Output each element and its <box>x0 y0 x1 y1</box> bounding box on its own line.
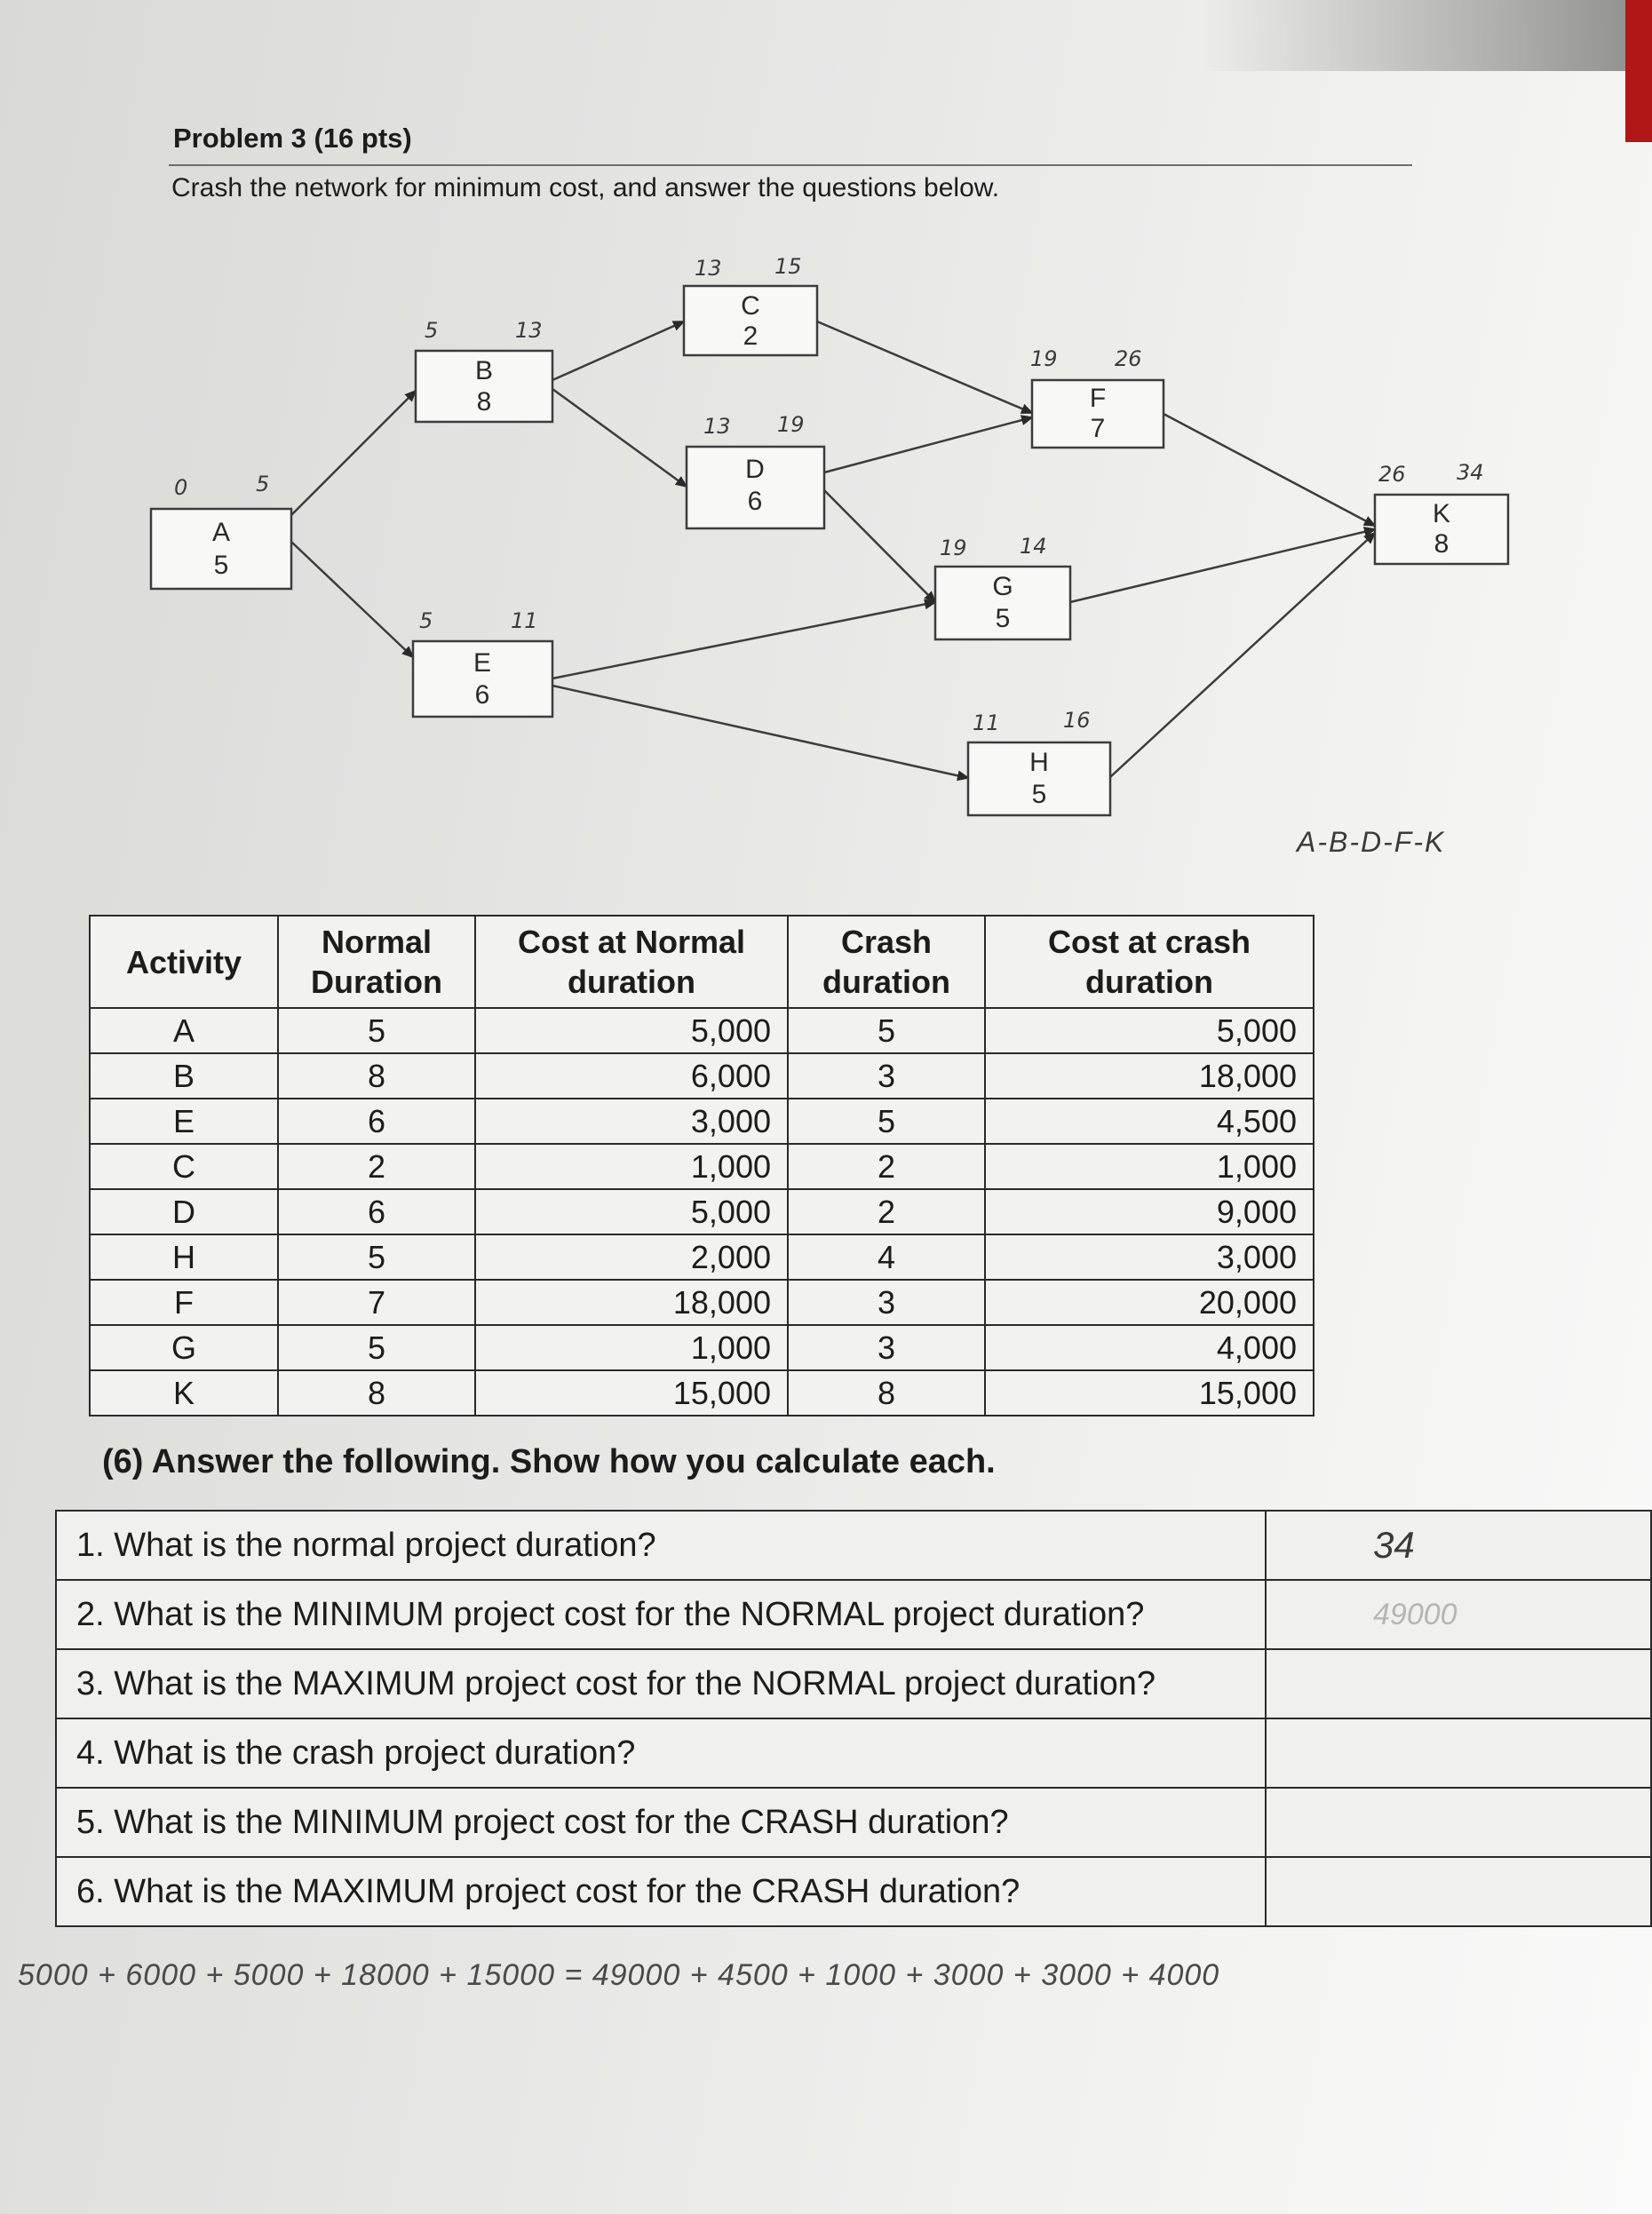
cell-normal-cost: 5,000 <box>475 1189 788 1234</box>
node-h <box>968 742 1110 815</box>
node-d-duration: 6 <box>747 487 763 516</box>
problem-title: Problem 3 (16 pts) <box>173 123 412 154</box>
question-text: 1. What is the normal project duration? <box>56 1511 1266 1580</box>
node-c-es: 13 <box>695 256 722 281</box>
cell-normal-duration: 8 <box>278 1370 475 1416</box>
edge-h-k <box>1110 533 1375 777</box>
table-row <box>90 1325 1314 1370</box>
node-c-ef: 15 <box>774 254 802 279</box>
cell-normal-duration: 6 <box>278 1189 475 1234</box>
title-divider <box>169 164 1412 166</box>
cell-normal-cost: 18,000 <box>475 1280 788 1325</box>
node-e-label: E <box>473 648 492 678</box>
node-d-ef: 19 <box>777 412 805 437</box>
node-g-ef: 14 <box>1020 534 1047 559</box>
question-row <box>56 1649 1651 1718</box>
node-e-es: 5 <box>419 608 433 633</box>
node-h-label: H <box>1029 748 1049 777</box>
node-d-label: D <box>745 455 765 484</box>
cost-table <box>89 915 1314 1416</box>
cell-normal-duration: 5 <box>278 1234 475 1280</box>
node-g-es: 19 <box>940 536 967 560</box>
handwritten-calculation: 5000 + 6000 + 5000 + 18000 + 15000 = 49000 + 4500 + 1000 + 3000 + 3000 + 4000 <box>18 1958 1220 1992</box>
cell-activity: H <box>90 1234 278 1280</box>
question-row <box>56 1580 1651 1649</box>
cell-crash-duration: 3 <box>788 1053 985 1099</box>
header-crash-duration: Crash duration <box>788 916 985 1008</box>
node-d-es: 13 <box>703 414 731 439</box>
cell-activity: K <box>90 1370 278 1416</box>
node-a-es: 0 <box>174 475 188 500</box>
cell-normal-cost: 15,000 <box>475 1370 788 1416</box>
question-text: 6. What is the MAXIMUM project cost for the CRASH duration? <box>56 1857 1266 1926</box>
node-b <box>416 351 552 422</box>
edge-b-c <box>552 321 684 380</box>
cell-crash-duration: 2 <box>788 1189 985 1234</box>
node-k-duration: 8 <box>1434 529 1449 559</box>
cell-activity: F <box>90 1280 278 1325</box>
answer-cell[interactable] <box>1266 1788 1651 1857</box>
answer-cell[interactable]: 34 <box>1266 1511 1651 1580</box>
question-text: 4. What is the crash project duration? <box>56 1718 1266 1788</box>
cell-crash-cost: 4,000 <box>985 1325 1314 1370</box>
cell-crash-duration: 3 <box>788 1325 985 1370</box>
cell-activity: G <box>90 1325 278 1370</box>
edge-f-k <box>1164 414 1375 526</box>
question-text: 3. What is the MAXIMUM project cost for the NORMAL project duration? <box>56 1649 1266 1718</box>
questions-table <box>55 1510 1652 1927</box>
header-normal-cost: Cost at Normal duration <box>475 916 788 1008</box>
cell-crash-cost: 20,000 <box>985 1280 1314 1325</box>
problem-instruction: Crash the network for minimum cost, and answer the questions below. <box>171 173 1000 202</box>
node-d <box>687 447 824 528</box>
answer-cell[interactable] <box>1266 1718 1651 1788</box>
cell-crash-duration: 5 <box>788 1008 985 1053</box>
node-e <box>413 641 552 717</box>
cell-normal-cost: 1,000 <box>475 1144 788 1189</box>
header-normal-duration: Normal Duration <box>278 916 475 1008</box>
node-b-es: 5 <box>425 318 439 343</box>
table-row <box>90 1053 1314 1099</box>
edge-a-e <box>291 542 413 657</box>
node-g-label: G <box>992 572 1013 601</box>
cell-crash-cost: 9,000 <box>985 1189 1314 1234</box>
header-crash-cost: Cost at crash duration <box>985 916 1314 1008</box>
answer-cell[interactable] <box>1266 1857 1651 1926</box>
node-a <box>151 509 291 589</box>
answer-cell[interactable] <box>1266 1649 1651 1718</box>
edge-a-b <box>291 391 416 515</box>
question-row <box>56 1511 1651 1580</box>
cell-activity: E <box>90 1099 278 1144</box>
node-k-label: K <box>1432 499 1451 528</box>
node-a-label: A <box>211 518 231 547</box>
cell-activity: C <box>90 1144 278 1189</box>
edge-e-h <box>552 686 968 778</box>
cell-normal-duration: 2 <box>278 1144 475 1189</box>
shadow <box>1199 0 1652 71</box>
cell-crash-cost: 3,000 <box>985 1234 1314 1280</box>
node-f-label: F <box>1089 384 1107 413</box>
cell-crash-duration: 4 <box>788 1234 985 1280</box>
header-activity: Activity <box>90 916 278 1008</box>
edge-d-g <box>824 490 935 602</box>
node-a-duration: 5 <box>213 551 229 580</box>
cell-normal-duration: 6 <box>278 1099 475 1144</box>
answer-cell[interactable]: 49000 <box>1266 1580 1651 1649</box>
cell-normal-duration: 7 <box>278 1280 475 1325</box>
node-a-ef: 5 <box>256 472 270 496</box>
cell-crash-cost: 15,000 <box>985 1370 1314 1416</box>
cell-crash-cost: 5,000 <box>985 1008 1314 1053</box>
cell-normal-duration: 8 <box>278 1053 475 1099</box>
node-f-es: 19 <box>1030 346 1058 371</box>
question-row <box>56 1788 1651 1857</box>
cell-crash-cost: 18,000 <box>985 1053 1314 1099</box>
node-h-ef: 16 <box>1063 708 1091 733</box>
cell-activity: B <box>90 1053 278 1099</box>
cell-crash-duration: 2 <box>788 1144 985 1189</box>
node-e-ef: 11 <box>511 608 538 633</box>
node-b-duration: 8 <box>476 387 492 417</box>
node-h-es: 11 <box>973 710 1000 735</box>
cell-normal-cost: 1,000 <box>475 1325 788 1370</box>
cell-activity: A <box>90 1008 278 1053</box>
cell-crash-duration: 3 <box>788 1280 985 1325</box>
cell-crash-cost: 1,000 <box>985 1144 1314 1189</box>
node-e-duration: 6 <box>474 680 490 710</box>
edge-d-f <box>824 417 1032 472</box>
cell-crash-cost: 4,500 <box>985 1099 1314 1144</box>
node-f <box>1032 380 1164 448</box>
critical-path-note: A-B-D-F-K <box>1297 826 1446 858</box>
node-k-es: 26 <box>1378 462 1406 487</box>
node-c-label: C <box>741 291 760 321</box>
edge-b-d <box>552 389 687 487</box>
node-g-duration: 5 <box>995 604 1011 633</box>
edge-g-k <box>1070 529 1375 602</box>
table-row <box>90 1144 1314 1189</box>
node-c <box>684 286 817 355</box>
cell-normal-cost: 2,000 <box>475 1234 788 1280</box>
red-corner <box>1625 0 1652 142</box>
cell-crash-duration: 5 <box>788 1099 985 1144</box>
question-row <box>56 1718 1651 1788</box>
network-diagram <box>0 240 1652 879</box>
table-row <box>90 1189 1314 1234</box>
question-text: 5. What is the MINIMUM project cost for the CRASH duration? <box>56 1788 1266 1857</box>
table-row <box>90 1234 1314 1280</box>
edge-c-f <box>817 321 1032 413</box>
cell-crash-duration: 8 <box>788 1370 985 1416</box>
cell-activity: D <box>90 1189 278 1234</box>
question-row <box>56 1857 1651 1926</box>
question-text: 2. What is the MINIMUM project cost for the NORMAL project duration? <box>56 1580 1266 1649</box>
edge-e-g <box>552 602 935 678</box>
node-k <box>1375 495 1508 564</box>
questions-heading: (6) Answer the following. Show how you calculate each. <box>102 1443 996 1480</box>
node-c-duration: 2 <box>743 321 758 351</box>
node-f-duration: 7 <box>1090 414 1106 443</box>
table-row <box>90 1370 1314 1416</box>
cell-normal-duration: 5 <box>278 1008 475 1053</box>
table-row <box>90 1099 1314 1144</box>
node-b-label: B <box>474 356 494 385</box>
table-row <box>90 1008 1314 1053</box>
cell-normal-cost: 5,000 <box>475 1008 788 1053</box>
node-h-duration: 5 <box>1031 780 1047 809</box>
cell-normal-cost: 3,000 <box>475 1099 788 1144</box>
node-k-ef: 34 <box>1457 460 1484 485</box>
cost-table-header <box>90 916 1314 1008</box>
cell-normal-cost: 6,000 <box>475 1053 788 1099</box>
node-b-ef: 13 <box>515 318 543 343</box>
cell-normal-duration: 5 <box>278 1325 475 1370</box>
table-row <box>90 1280 1314 1325</box>
node-g <box>935 567 1070 639</box>
node-f-ef: 26 <box>1115 346 1142 371</box>
